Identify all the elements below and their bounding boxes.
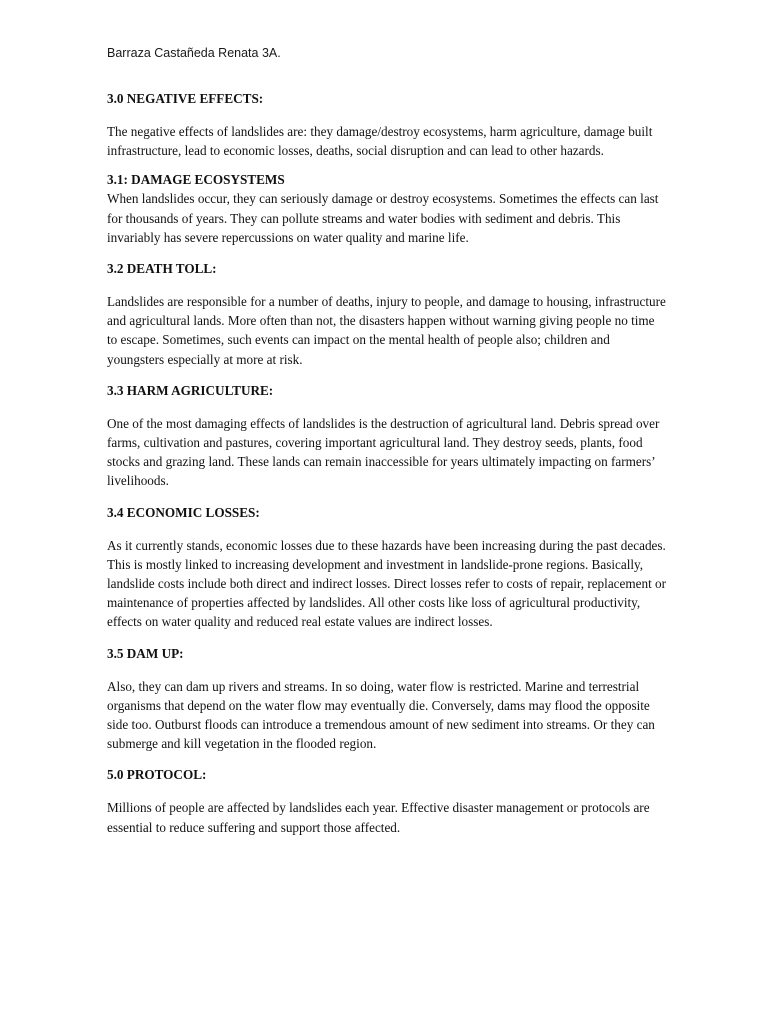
section-heading-death-toll: 3.2 DEATH TOLL: [107,261,217,277]
section-body-damage-ecosystems: When landslides occur, they can seriously damage or destroy ecosystems. Sometimes the effects can last for thousands of years. They can pollute streams and water bodies with sediment and debris. This invariably has severe repercussions on water quality and marine life. [107,191,659,245]
section-body-negative-effects: The negative effects of landslides are: they damage/destroy ecosystems, harm agriculture, damage built infrastructure, lead to economic losses, deaths, social disruption and can lead to other hazards. [107,124,653,159]
section-heading-dam-up: 3.5 DAM UP: [107,645,184,661]
section-body-death-toll: Landslides are responsible for a number of deaths, injury to people, and damage to housing, infrastructure and agricultural lands. More often than not, the disasters happen without warning giving people no time to escape. Sometimes, such events can impact on the mental health of people also; children and youngsters especially at more at risk. [107,294,666,367]
section-body-harm-agriculture: One of the most damaging effects of landslides is the destruction of agricultural land. Debris spread over farms, cultivation and pastures, covering important agricultural land. They destroy seeds, plants, food stocks and grazing land. These lands can remain inaccessible for years ultimately impacting on farmers’ livelihoods. [107,415,660,489]
section-heading-harm-agriculture: 3.3 HARM AGRICULTURE: [107,382,274,398]
section-body-protocol: Millions of people are affected by landslides each year. Effective disaster management or protocols are essential to reduce suffering and support those affected. [107,800,650,835]
section-heading-damage-ecosystems: 3.1: DAMAGE ECOSYSTEMS [107,172,285,188]
section-body-economic-losses: As it currently stands, economic losses due to these hazards have been increasing during the past decades. This is mostly linked to increasing development and investment in landslide-prone regions. Basically, landslide costs include both direct and indirect losses. Direct losses refer to costs of repair, replacement or maintenance of properties affected by landslides. All other costs like loss of agricultural productivity, effects on water quality and reduced real estate values are indirect losses. [107,537,667,630]
section-heading-negative-effects: 3.0 NEGATIVE EFFECTS: [107,91,264,106]
section-heading-economic-losses: 3.4 ECONOMIC LOSSES: [107,504,260,520]
section-body-dam-up: Also, they can dam up rivers and streams. In so doing, water flow is restricted. Marine and terrestrial organisms that depend on the water flow may eventually die. Conversely, dams may flood the opposite side too. Outburst floods can introduce a tremendous amount of new sediment into streams. Or they can submerge and kill vegetation in the flooded region. [107,678,655,752]
author-line: Barraza Castañeda Renata 3A. [107,46,281,60]
document-page [107,44,667,837]
section-heading-protocol: 5.0 PROTOCOL: [107,767,207,783]
